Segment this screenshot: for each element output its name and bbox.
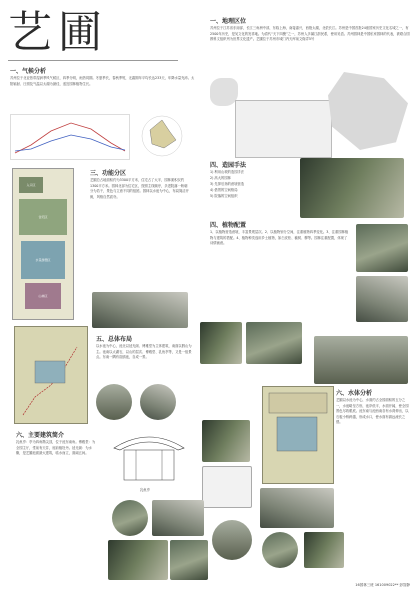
footer-text: 16园林三班 161009022** 彭智静	[355, 583, 410, 587]
water-photo-1	[260, 488, 334, 528]
zone-mountain: 山林区	[25, 283, 61, 309]
composition-heading: 四、造园手法	[210, 162, 247, 169]
plants-text: 1、以植物营造意境，丰富景观层次。2、以植物划分空间，注重植物四季变化。3、注重园林植物与建筑的搭配。4、植物种类选用乡土植物，如白皮松、榆树、柳等。园林注重配置，体现了诗情画意。	[210, 230, 349, 246]
climate-line-graphic	[11, 115, 129, 159]
pavilion-graphic	[108, 424, 190, 486]
zone-entrance: 入口区	[19, 177, 43, 193]
water-text: 艺圃以水池为中心，水面约占全园面积的五分之一，水池略呈方形，池岸低平，水面开阔，使全园景色尽收眼底。池东南与池西南各有水湾伸出，以石板小桥跨越，形成水口，使水面有源远流长之感。	[336, 398, 409, 425]
suzhou-map	[235, 100, 332, 158]
layout-photo-1	[200, 322, 242, 364]
plants-heading: 四、植物配置	[210, 222, 247, 229]
layout-text: 以水池为中心，池北以延光阁、博雅堂为主体建筑，南面以假山为主。池南以太湖石，以山的层次、博雅堂、乳鱼亭等，又是一组景点。东南一隅有浴鸥池，自成一景。	[96, 344, 192, 360]
bridge-photo	[92, 292, 188, 328]
title-underline	[8, 60, 178, 61]
plants-photo-2	[356, 276, 408, 322]
location-heading: 一、地理区位	[210, 18, 247, 25]
wind-rose-graphic	[138, 112, 186, 160]
composition-item-5: 5) 院落的空间组织	[210, 194, 238, 198]
pavilion-photo	[202, 420, 250, 462]
function-heading: 三、功能分区	[90, 170, 127, 177]
plants-photo-3	[314, 336, 408, 384]
buildings-heading: 六、主要建筑简介	[16, 432, 65, 439]
water-plan-graphic	[263, 387, 333, 483]
building-photo-round-2	[212, 520, 252, 560]
composition-item-4: 4) 借景的空间格局	[210, 188, 238, 192]
region-map	[328, 72, 408, 150]
function-plan	[12, 168, 74, 320]
water-heading: 六、水体分析	[336, 390, 373, 397]
building-photo-3	[170, 540, 208, 580]
plants-photo-1	[356, 224, 408, 272]
location-text: 苏州位于江苏省东南部，长江三角洲中部，东临上海，南接嘉兴，西抱太湖，北依长江。苏州是中国首批24座国家历史文化名城之一，有2500年历史，是吴文化的发祥地。为清代“天下四聚”之一，苏州人多属江浙民系，使用吴语。苏州园林是中国私家园林的代表，被联合国教科文组织列为世界文化遗产。艺圃位于苏州市城门内天库前文衙弄5号	[210, 26, 410, 42]
water-photo-2	[304, 532, 344, 568]
building-photo-2	[108, 540, 168, 580]
layout-photo-round-2	[140, 384, 176, 420]
pavilion-drawing	[108, 424, 190, 486]
wind-rose	[138, 112, 186, 160]
composition-item-1: 1) 利用山坡的造园手法	[210, 170, 245, 174]
zone-residential: 住宅区	[19, 199, 67, 235]
composition-item-3: 3) 先抑后扬的意境营造	[210, 182, 245, 186]
layout-heading: 五、总体布局	[96, 336, 133, 343]
climate-chart	[10, 114, 130, 160]
tour-route-graphic	[15, 327, 87, 423]
layout-photo-2	[246, 322, 302, 364]
climate-text: 苏州位于北亚热带湿润季风气候区，四季分明，雨热同期。冬夏季长，春秋季短，无霜期年平均长达233天，年降水量充沛。太阳辐射、日照及气温以太湖为最佳，适宜园林植物生长。	[10, 76, 195, 86]
function-text: 艺圃总占地面积约为3300平方米，住宅占了大半，园林面积仅约1300平方米。园林北部为住宅区，按照主线顺序，多进院落一般朝分为若干，景色与立意不同的组团。园林以水池为中心，布局简洁开朗，风格自然质朴。	[90, 178, 189, 199]
china-map	[210, 78, 238, 106]
section-drawing	[202, 466, 252, 508]
water-photo-round	[262, 532, 298, 568]
buildings-text: 乳鱼亭：亭为四角攒尖顶，位于池东南角。博雅堂：为全园主厅，堂前有天井，庭前植牡丹。延光阁：为水榭，是艺圃池面最大建筑，临水而立，面阔五间。	[16, 440, 96, 456]
pavilion-label: 乳鱼亭	[140, 488, 150, 492]
composition-item-2: 2) 高大的园林	[210, 176, 231, 180]
climate-heading: 一、气候分析	[10, 68, 47, 75]
zone-water: 水景游憩区	[21, 241, 65, 279]
composition-photo	[300, 158, 404, 218]
page-title: 艺圃	[8, 7, 108, 58]
water-plan	[262, 386, 334, 484]
building-photo-round-1	[112, 500, 148, 536]
building-photo-1	[152, 500, 204, 536]
tour-plan	[14, 326, 88, 424]
layout-photo-round-1	[96, 384, 132, 420]
